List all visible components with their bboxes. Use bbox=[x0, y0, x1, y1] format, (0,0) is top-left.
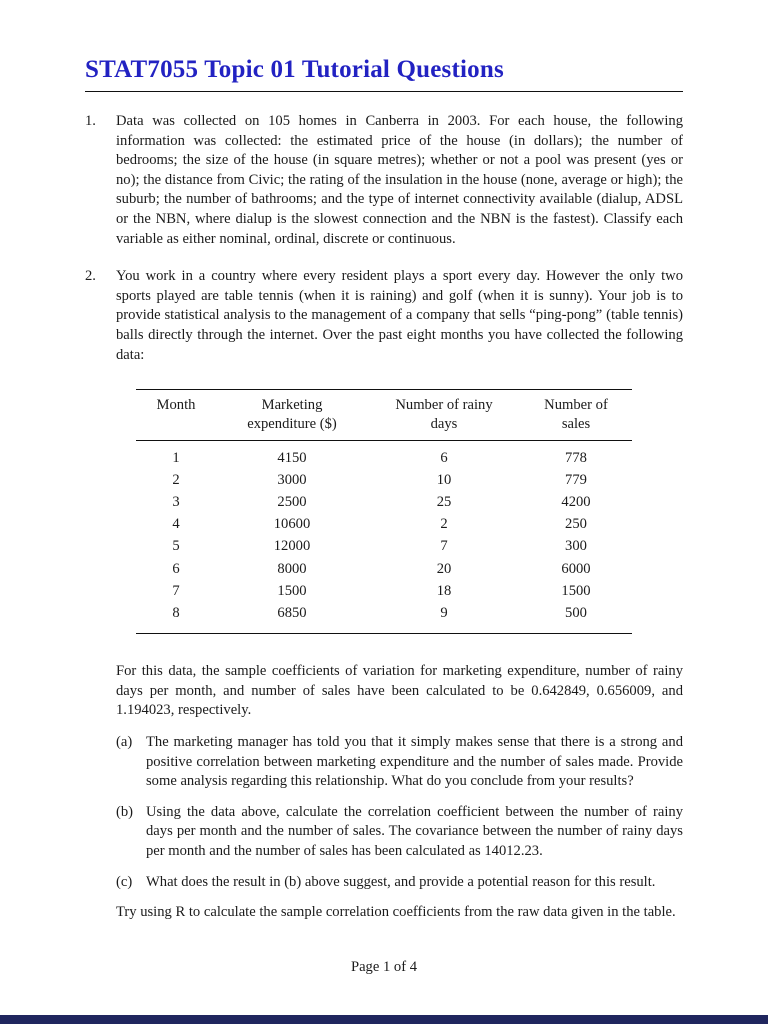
cell-rainy-days: 20 bbox=[436, 560, 452, 577]
question-2-followup bbox=[116, 662, 683, 923]
cell-expenditure: 4150 bbox=[277, 449, 307, 466]
table-row bbox=[136, 580, 632, 602]
subquestion-b bbox=[116, 803, 683, 862]
data-table-header bbox=[136, 390, 632, 440]
cell-expenditure: 8000 bbox=[277, 560, 307, 577]
table-row bbox=[136, 440, 632, 469]
subquestion-a-label: (a) bbox=[116, 733, 133, 750]
header-rainy-days-line1: Number of rainy bbox=[395, 397, 493, 414]
cell-expenditure: 1500 bbox=[277, 582, 307, 599]
table-row bbox=[136, 491, 632, 513]
table-row bbox=[136, 469, 632, 491]
table-row bbox=[136, 514, 632, 536]
cell-month: 7 bbox=[172, 582, 180, 599]
header-sales-line1: Number of bbox=[544, 397, 608, 414]
table-row bbox=[136, 558, 632, 580]
cell-sales: 1500 bbox=[561, 582, 591, 599]
subquestion-c-label: (c) bbox=[116, 873, 133, 890]
page-number: Page 1 of 4 bbox=[350, 959, 418, 975]
cell-rainy-days: 18 bbox=[436, 582, 452, 599]
cell-expenditure: 2500 bbox=[277, 493, 307, 510]
cell-month: 2 bbox=[172, 471, 180, 488]
cell-month: 3 bbox=[172, 493, 180, 510]
header-expenditure-line1: Marketing bbox=[261, 397, 323, 414]
cell-sales: 4200 bbox=[561, 493, 591, 510]
subquestion-c-text: What does the result in (b) above suggest, and provide a potential reason for this result. bbox=[146, 873, 656, 890]
cell-sales: 6000 bbox=[561, 560, 591, 577]
cell-rainy-days: 25 bbox=[436, 493, 452, 510]
header-rainy-days bbox=[368, 390, 520, 440]
title-rule bbox=[85, 91, 683, 92]
cell-month: 4 bbox=[172, 516, 180, 533]
table-row bbox=[136, 536, 632, 558]
table-row bbox=[136, 602, 632, 633]
table-header-row bbox=[136, 390, 632, 440]
subquestion-b-label: (b) bbox=[116, 803, 134, 820]
cell-sales: 779 bbox=[565, 471, 587, 488]
question-2-number: 2. bbox=[85, 268, 96, 285]
cell-expenditure: 10600 bbox=[273, 516, 311, 533]
cell-sales: 250 bbox=[565, 516, 587, 533]
header-sales-line2: sales bbox=[561, 416, 591, 433]
cell-rainy-days: 9 bbox=[440, 604, 448, 621]
header-expenditure-line2: expenditure ($) bbox=[247, 416, 337, 433]
data-table-body bbox=[136, 440, 632, 634]
cell-rainy-days: 6 bbox=[440, 449, 448, 466]
cell-month: 8 bbox=[172, 604, 180, 621]
cell-rainy-days: 10 bbox=[436, 471, 452, 488]
question-1-text: Data was collected on 105 homes in Canberra in 2003. For each house, the following information was collected: the estimated price of the house (in dollars); the number of bedrooms; the size of the house (in square metres); whether or not a pool was present (yes or no); the distance from Civic; the rating of the insulation in the house (none, average or high); the suburb; the number of bathrooms; and the type of internet connectivity available (dialup, ADSL or the NBN, where dialup is the slowest connection and the NBN is the fastest). Classify each variable as either nominal, ordinal, discrete or continuous. bbox=[116, 113, 683, 247]
subquestion-a-text: The marketing manager has told you that it simply makes sense that there is a strong and positive correlation between marketing expenditure and the number of sales made. Provide some analysis regarding this relationship. What do you conclude from your results? bbox=[146, 733, 683, 790]
cell-expenditure: 3000 bbox=[277, 471, 307, 488]
cell-sales: 500 bbox=[565, 604, 587, 621]
question-1 bbox=[85, 112, 683, 249]
header-month-line1: Month bbox=[156, 397, 196, 414]
cell-rainy-days: 2 bbox=[440, 516, 448, 533]
closing-paragraph: Try using R to calculate the sample correlation coefficients from the raw data given in the table. bbox=[116, 904, 676, 921]
data-table bbox=[136, 389, 632, 634]
cv-paragraph: For this data, the sample coefficients of variation for marketing expenditure, number of rainy days per month, and number of sales have been calculated to be 0.642849, 0.656009, and 1.194023, respectively. bbox=[116, 663, 683, 719]
cell-expenditure: 6850 bbox=[277, 604, 307, 621]
cell-month: 1 bbox=[172, 449, 180, 466]
subquestion-a bbox=[116, 733, 683, 792]
question-1-number: 1. bbox=[85, 113, 96, 129]
cell-rainy-days: 7 bbox=[440, 538, 448, 555]
header-expenditure bbox=[216, 390, 368, 440]
subquestion-c bbox=[116, 873, 683, 893]
cell-sales: 778 bbox=[565, 449, 587, 466]
cell-expenditure: 12000 bbox=[273, 538, 311, 555]
question-2 bbox=[85, 267, 683, 365]
page-title: STAT7055 Topic 01 Tutorial Questions bbox=[85, 56, 504, 83]
cell-sales: 300 bbox=[565, 538, 587, 555]
header-month bbox=[136, 390, 216, 440]
question-2-text: You work in a country where every resident plays a sport every day. However the only two sports played are table tennis (when it is raining) and golf (when it is sunny). Your job is to provide statistical analysis to the management of a company that sells “ping-pong” (table tennis) balls directly through the internet. Over the past eight months you have collected the following data: bbox=[116, 268, 683, 363]
header-rainy-days-line2: days bbox=[430, 416, 458, 433]
header-sales bbox=[520, 390, 632, 440]
subquestion-b-text: Using the data above, calculate the correlation coefficient between the number of rainy days per month and the number of sales. The covariance between the number of rainy days per month and the number of sales has been calculated as 14012.23. bbox=[146, 803, 683, 859]
viewer-bottom-bar bbox=[0, 1015, 768, 1024]
cell-month: 5 bbox=[172, 538, 180, 555]
cell-month: 6 bbox=[172, 560, 180, 577]
